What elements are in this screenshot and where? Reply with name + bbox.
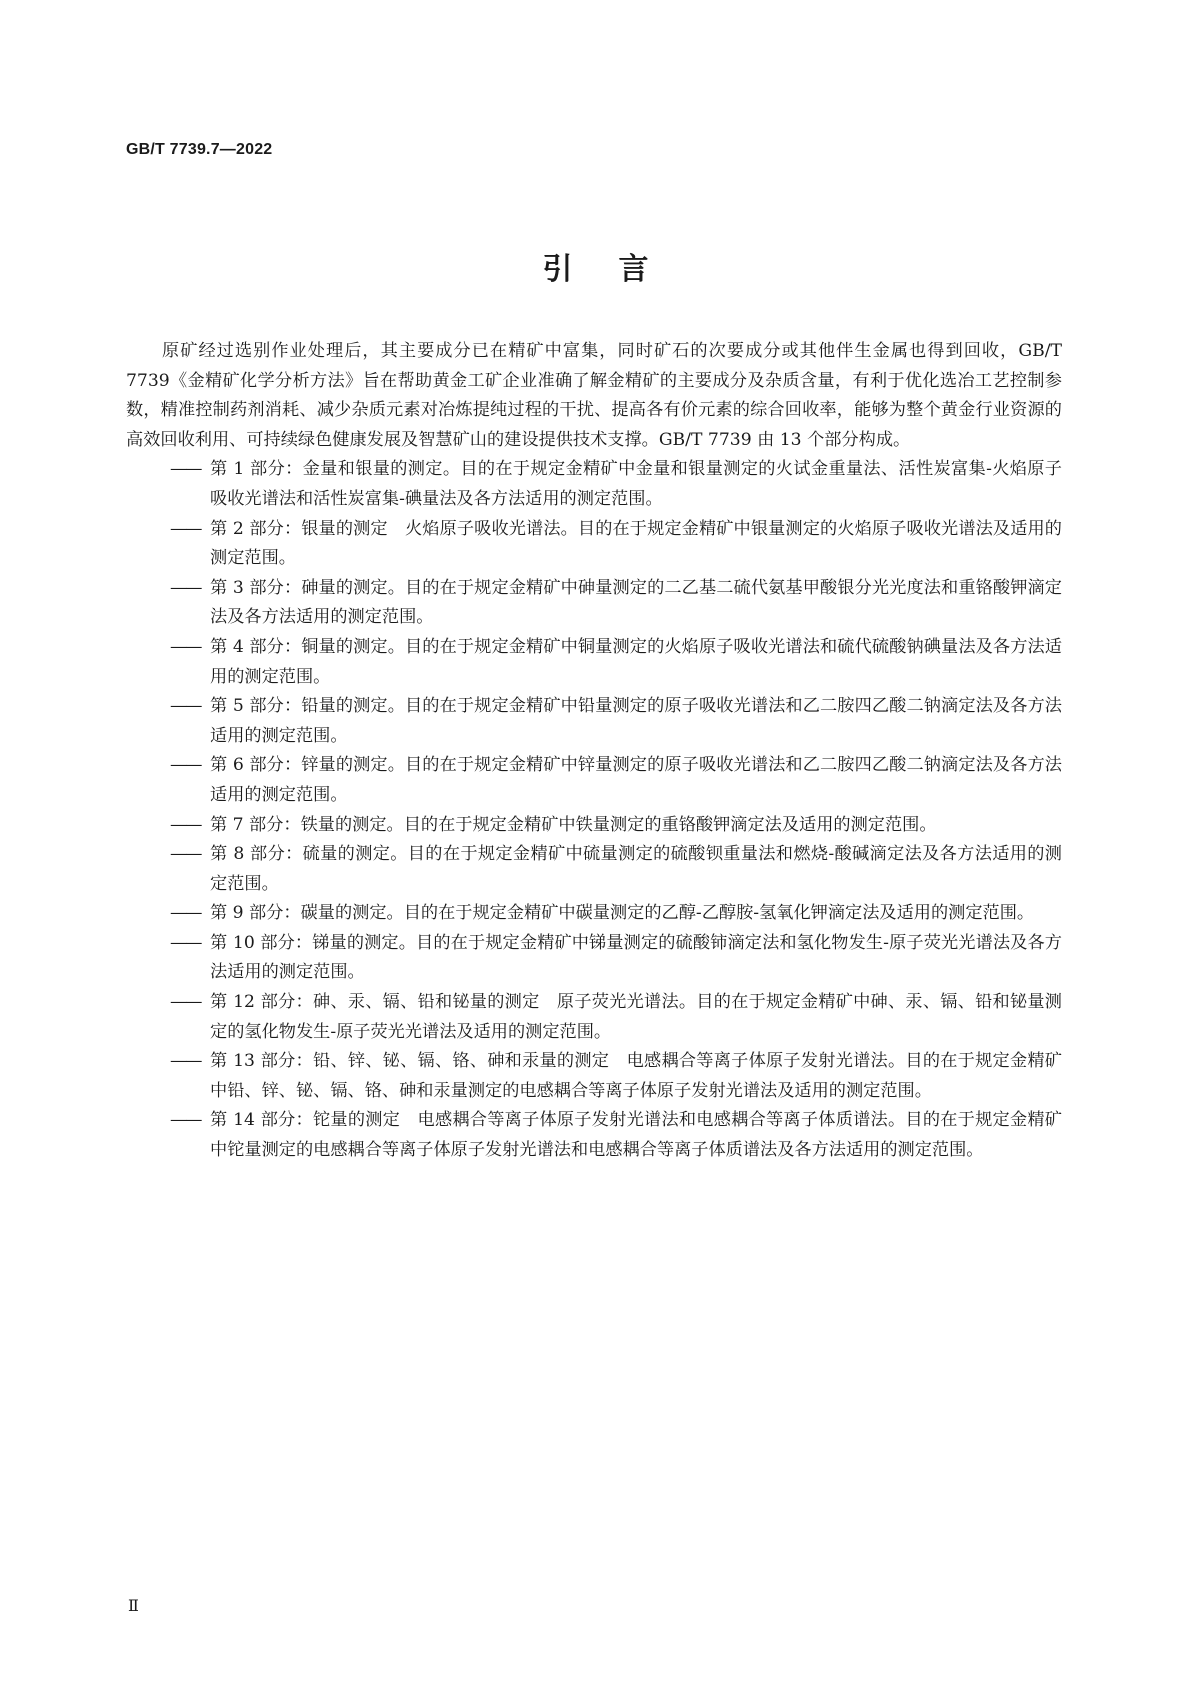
part-text: 第 5 部分：铅量的测定。目的在于规定金精矿中铅量测定的原子吸收光谱法和乙二胺四乙酸二钠滴定法及各方法适用的测定范围。: [210, 696, 1062, 746]
part-text: 第 10 部分：锑量的测定。目的在于规定金精矿中锑量测定的硫酸铈滴定法和氢化物发生-原子荧光光谱法及各方法适用的测定范围。: [210, 932, 1062, 983]
dash-marker: ——: [170, 518, 201, 539]
part-item: [126, 633, 1062, 692]
part-text: 第 6 部分：锌量的测定。目的在于规定金精矿中锌量测定的原子吸收光谱法和乙二胺四乙酸二钠滴定法及各方法适用的测定范围。: [210, 755, 1062, 805]
standard-number: GB/T 7739.7—2022: [126, 141, 273, 158]
intro-paragraph: 原矿经过选别作业处理后，其主要成分已在精矿中富集，同时矿石的次要成分或其他伴生金属也得到回收，GB/T 7739《金精矿化学分析方法》旨在帮助黄金工矿企业准确了解金精矿的主要成分及杂质含量，有利于优化选冶工艺控制参数，精准控制药剂消耗、减少杂质元素对冶炼提纯过程的干扰、提高各有价元素的综合回收率，能够为整个黄金行业资源的高效回收利用、可持续绿色健康发展及智慧矿山的建设提供技术支撑。GB/T 7739 由 13 个部分构成。: [126, 341, 1062, 450]
page-title: 引言: [542, 252, 695, 287]
part-item: [126, 455, 1062, 514]
part-text: 第 2 部分：银量的测定 火焰原子吸收光谱法。目的在于规定金精矿中银量测定的火焰原子吸收光谱法及适用的测定范围。: [210, 518, 1062, 569]
part-text: 第 12 部分：砷、汞、镉、铅和铋量的测定 原子荧光光谱法。目的在于规定金精矿中砷、汞、镉、铅和铋量测定的氢化物发生-原子荧光光谱法及适用的测定范围。: [210, 992, 1062, 1042]
part-text: 第 8 部分：硫量的测定。目的在于规定金精矿中硫量测定的硫酸钡重量法和燃烧-酸碱滴定法及各方法适用的测定范围。: [210, 844, 1062, 894]
dash-marker: ——: [170, 1110, 201, 1131]
part-item: [126, 574, 1062, 633]
dash-marker: ——: [170, 755, 201, 776]
parts-list: [126, 455, 1062, 1165]
introduction-body: [126, 337, 1062, 1166]
part-item: [126, 515, 1062, 574]
part-item: [126, 1047, 1062, 1106]
dash-marker: ——: [170, 814, 201, 835]
part-text: 第 3 部分：砷量的测定。目的在于规定金精矿中砷量测定的二乙基二硫代氨基甲酸银分光光度法和重铬酸钾滴定法及各方法适用的测定范围。: [210, 577, 1062, 628]
dash-marker: ——: [170, 636, 201, 657]
dash-marker: ——: [170, 577, 201, 598]
part-text: 第 1 部分：金量和银量的测定。目的在于规定金精矿中金量和银量测定的火试金重量法、活性炭富集-火焰原子吸收光谱法和活性炭富集-碘量法及各方法适用的测定范围。: [210, 459, 1062, 509]
dash-marker: ——: [170, 1051, 201, 1072]
part-text: 第 4 部分：铜量的测定。目的在于规定金精矿中铜量测定的火焰原子吸收光谱法和硫代硫酸钠碘量法及各方法适用的测定范围。: [210, 636, 1062, 687]
dash-marker: ——: [170, 459, 201, 480]
dash-marker: ——: [170, 696, 201, 717]
part-item: [126, 811, 1062, 841]
part-item: [126, 899, 1062, 929]
dash-marker: ——: [170, 903, 201, 924]
part-item: [126, 1106, 1062, 1165]
part-text: 第 13 部分：铅、锌、铋、镉、铬、砷和汞量的测定 电感耦合等离子体原子发射光谱法。目的在于规定金精矿中铅、锌、铋、镉、铬、砷和汞量测定的电感耦合等离子体原子发射光谱法及适用的测定范围。: [210, 1051, 1062, 1101]
part-item: [126, 929, 1062, 988]
part-item: [126, 692, 1062, 751]
dash-marker: ——: [170, 992, 201, 1013]
part-text: 第 9 部分：碳量的测定。目的在于规定金精矿中碳量测定的乙醇-乙醇胺-氢氧化钾滴定法及适用的测定范围。: [210, 903, 1035, 924]
part-text: 第 14 部分：铊量的测定 电感耦合等离子体原子发射光谱法和电感耦合等离子体质谱法。目的在于规定金精矿中铊量测定的电感耦合等离子体原子发射光谱法和电感耦合等离子体质谱法及各方法适用的测定范围。: [210, 1110, 1062, 1161]
part-item: [126, 751, 1062, 810]
page-number: Ⅱ: [128, 1596, 139, 1615]
dash-marker: ——: [170, 844, 201, 865]
part-item: [126, 988, 1062, 1047]
part-text: 第 7 部分：铁量的测定。目的在于规定金精矿中铁量测定的重铬酸钾滴定法及适用的测定范围。: [210, 814, 937, 835]
part-item: [126, 840, 1062, 899]
dash-marker: ——: [170, 932, 201, 953]
